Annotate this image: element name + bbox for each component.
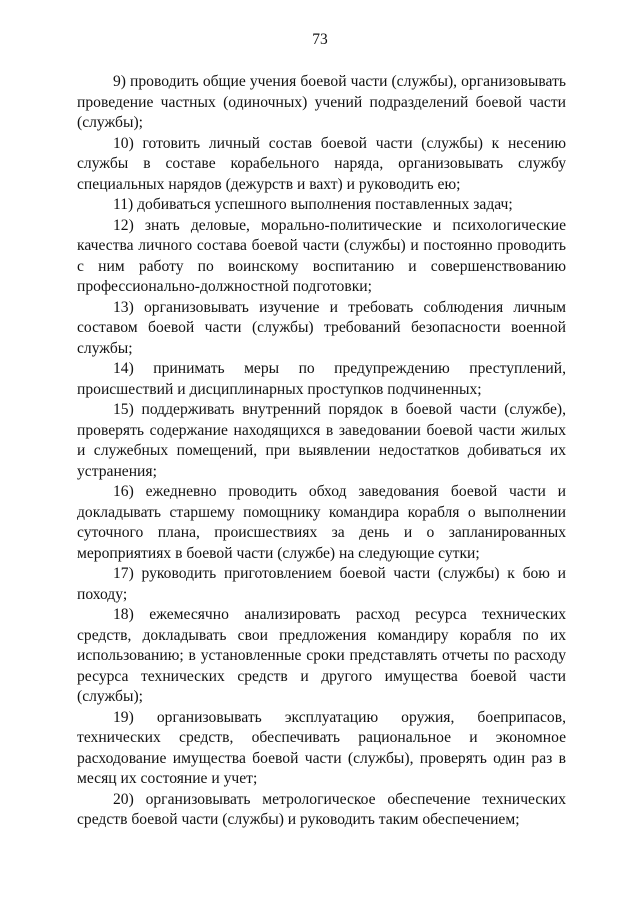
- list-item-20: 20) организовывать метрологическое обеспечение технических средств боевой части (службы) и руководить таким обеспечением;: [77, 790, 566, 828]
- list-item-9: 9) проводить общие учения боевой части (службы), организовывать проведение частных (одиночных) учений подразделений боевой части (службы);: [77, 73, 566, 131]
- list-item-15: 15) поддерживать внутренний порядок в боевой части (службе), проверять содержание находящихся в заведовании боевой части жилых и служебных помещений, при выявлении недостатков добиваться их устранения;: [77, 401, 566, 480]
- list-item-14: 14) принимать меры по предупреждению преступлений, происшествий и дисциплинарных проступков подчиненных;: [77, 360, 566, 398]
- list-item-10: 10) готовить личный состав боевой части (службы) к несению службы в составе корабельного наряда, организовывать службу специальных нарядов (дежурств и вахт) и руководить ею;: [77, 134, 566, 193]
- list-item-19: 19) организовывать эксплуатацию оружия, боеприпасов, технических средств, обеспечивать рациональное и экономное расходование имущества боевой части (службы), проверять один раз в месяц их состояние и учет;: [77, 708, 566, 787]
- list-item-12: 12) знать деловые, морально-политические и психологические качества личного состава боевой части (службы) и постоянно проводить с ним работу по воинскому воспитанию и совершенствованию профессионально-должностной подготовки;: [77, 216, 566, 295]
- list-item-16: 16) ежедневно проводить обход заведования боевой части и докладывать старшему помощнику командира корабля о выполнении суточного плана, происшествиях за день и о запланированных мероприятиях в боевой части (службе) на следующие сутки;: [77, 483, 566, 562]
- document-body: [77, 72, 566, 831]
- page-number: 73: [312, 31, 328, 48]
- list-item-11: 11) добиваться успешного выполнения поставленных задач;: [113, 196, 513, 213]
- list-item-18: 18) ежемесячно анализировать расход ресурса технических средств, докладывать свои предложения командиру корабля по их использованию; в установленные сроки представлять отчеты по расходу ресурса технических средств и другого имущества боевой части (службы);: [77, 606, 566, 705]
- list-item-13: 13) организовывать изучение и требовать соблюдения личным составом боевой части (службы) требований безопасности военной службы;: [77, 298, 566, 357]
- list-item-17: 17) руководить приготовлением боевой части (службы) к бою и походу;: [77, 565, 566, 603]
